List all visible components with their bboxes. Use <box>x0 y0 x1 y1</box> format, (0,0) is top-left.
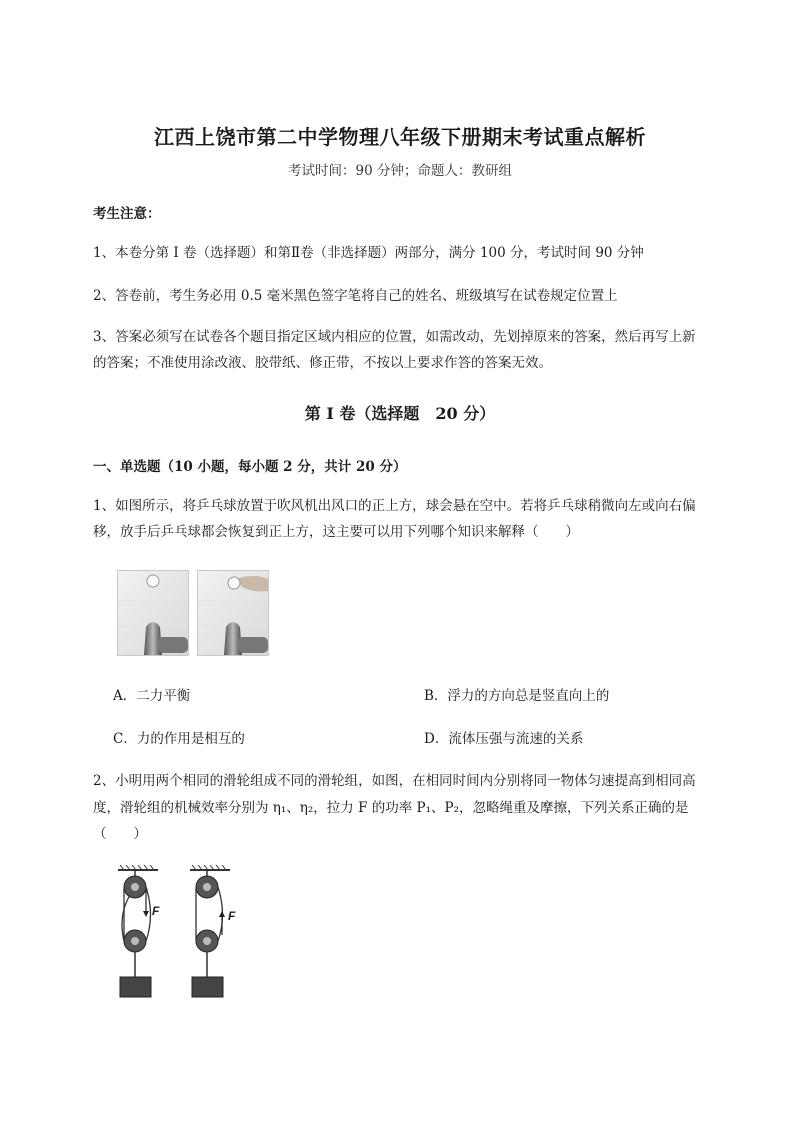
question-group-heading: 一、单选题（10 小题，每小题 2 分，共计 20 分） <box>93 459 407 475</box>
question-2-text: 2、小明用两个相同的滑轮组成不同的滑轮组，如图，在相同时间内分别将同一物体匀速提高到相同高 <box>93 773 696 789</box>
force-label-left: F <box>152 904 160 918</box>
question-1-text: 移，放手后乒乓球都会恢复到正上方，这主要可以用下列哪个知识来解释（ ） <box>93 524 579 540</box>
hair-dryer-photo-left <box>117 570 189 656</box>
question-1-figure <box>117 570 267 656</box>
notice-heading: 考生注意： <box>93 206 161 222</box>
pulley-diagram <box>110 865 250 1005</box>
option-b[interactable]: B．浮力的方向总是竖直向上的 <box>424 688 610 704</box>
option-c[interactable]: C．力的作用是相互的 <box>113 731 245 747</box>
hair-dryer-photo-right <box>197 570 269 656</box>
notice-item: 2、答卷前，考生务必用 0.5 毫米黑色签字笔将自己的姓名、班级填写在试卷规定位置上 <box>93 288 618 304</box>
question-1-text: 1、如图所示，将乒乓球放置于吹风机出风口的正上方，球会悬在空中。若将乒乓球稍微向左或向右偏 <box>93 498 696 514</box>
pulley-system-right <box>190 865 230 997</box>
question-2-text: （ ） <box>93 826 147 842</box>
page-title: 江西上饶市第二中学物理八年级下册期末考试重点解析 <box>154 125 646 149</box>
question-2-figure <box>110 865 250 1005</box>
option-a[interactable]: A．二力平衡 <box>113 688 191 704</box>
pulley-system-left <box>118 865 158 997</box>
notice-item: 3、答案必须写在试卷各个题目指定区域内相应的位置，如需改动，先划掉原来的答案，然后再写上新 <box>93 329 696 345</box>
question-2-text: 度，滑轮组的机械效率分别为 η₁、η₂，拉力 F 的功率 P₁、P₂，忽略绳重及摩擦，下列关系正确的是 <box>93 800 689 816</box>
notice-item: 1、本卷分第 I 卷（选择题）和第Ⅱ卷（非选择题）两部分，满分 100 分，考试时间 90 分钟 <box>93 245 644 261</box>
exam-subtitle: 考试时间：90 分钟；命题人：教研组 <box>288 163 512 179</box>
force-label-right: F <box>228 909 236 923</box>
notice-item: 的答案；不准使用涂改液、胶带纸、修正带，不按以上要求作答的答案无效。 <box>93 355 552 371</box>
section-title: 第 I 卷（选择题 20 分） <box>304 404 496 423</box>
option-d[interactable]: D．流体压强与流速的关系 <box>424 731 584 747</box>
